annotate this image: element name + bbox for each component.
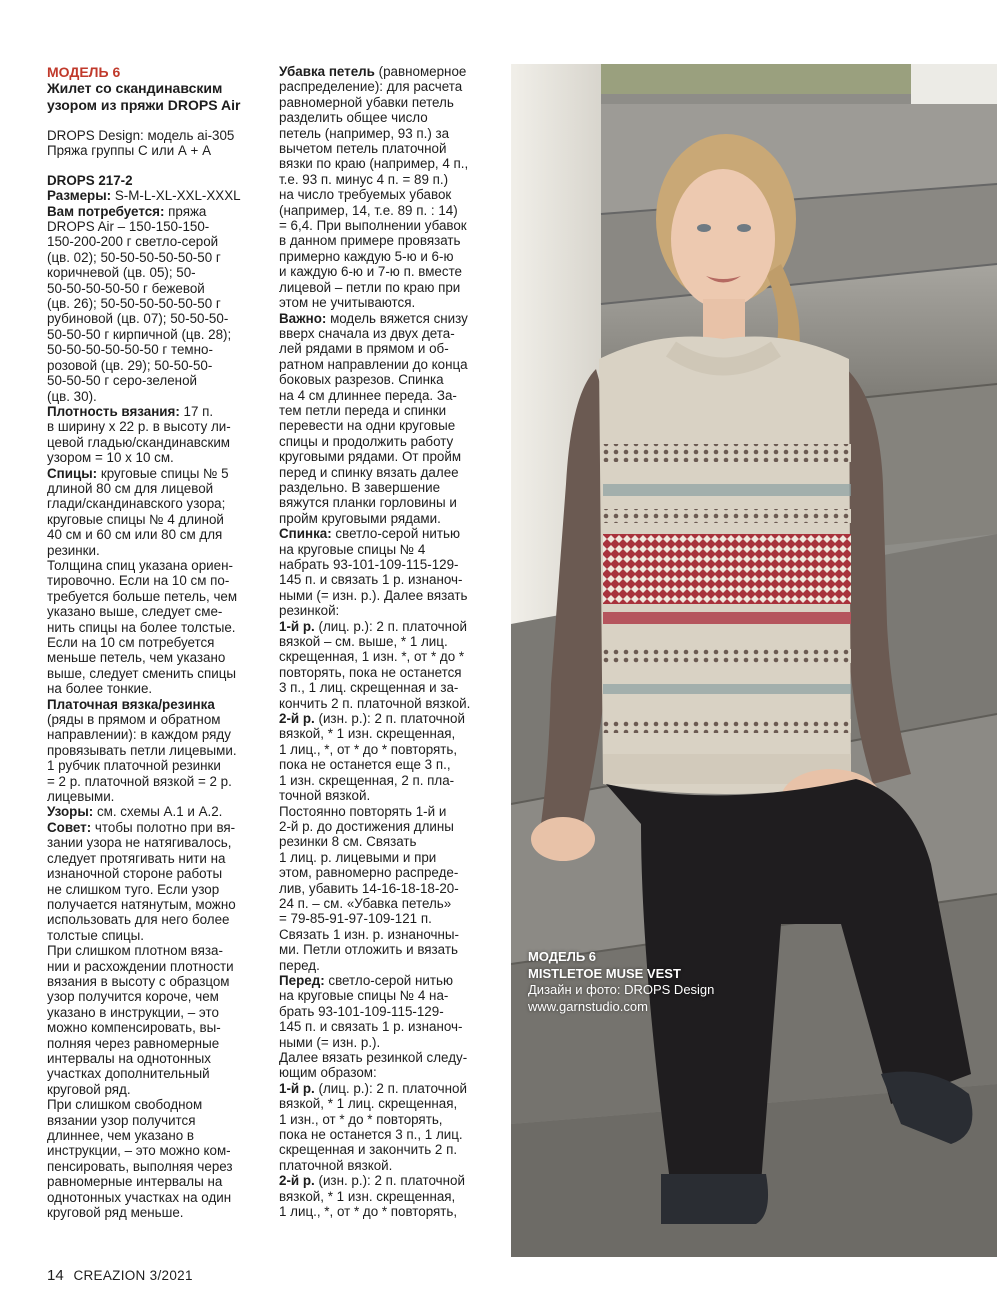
- model-photo: [511, 64, 997, 1257]
- page-number: 14: [47, 1267, 64, 1284]
- text-column-2: [279, 64, 493, 1219]
- gauge: Плотность вязания: 17 п. в ширину х 22 р. в высоту ли- цевой гладью/скандинавским узором = 10 х 10 см.: [47, 403, 231, 466]
- needles: Спицы: круговые спицы № 5 длиной 80 см для лицевой глади/скандинавского узора; круговые спицы № 4 длиной 40 см и 60 см или 80 см для резинки.: [47, 465, 229, 558]
- loose-knitting-note: При слишком свободном вязании узор получится длиннее, чем указано в инструкции, – это можно ком- пенсировать, выполняя через равномерные интервалы на однотонных участках на один круговой ряд меньше.: [47, 1097, 233, 1221]
- design-info: DROPS Design: модель ai-305 Пряжа группы С или А + А: [47, 128, 235, 159]
- decrease-section: Убавка петель (равномерное распределение): для расчета равномерной убавки петель разделить общее число петель (например, 93 п.) за вычетом петель платочной вязки по краю (например, 4 п., т.е. 93 п. минус 4 п. = 89 п.) на число требуемых убавок (например, 14, т.е. 89 п. : 14) = 6,4. При выполнении убавок в данном примере провязать примерно каждую 5-ю и 6-ю и каждую 6-ю и 7-ю п. вместе лицевой – петли по краю при этом не учитываются.: [279, 64, 469, 311]
- magazine-issue: CREAZION 3/2021: [73, 1268, 193, 1283]
- drops-number: DROPS 217-2: [47, 172, 133, 188]
- patterns: Узоры: см. схемы А.1 и А.2.: [47, 804, 223, 820]
- knitted-vest: [599, 337, 851, 795]
- garter-stitch: Платочная вязка/резинка (ряды в прямом и обратном направлении): в каждом ряду провязывать петли лицевыми. 1 рубчик платочной резинки = 2 р. платочной вязкой = 2 р. лицевыми.: [47, 696, 237, 805]
- front-row-2: 2-й р. (изн. р.): 2 п. платочной вязкой, * 1 изн. скрещенная, 1 лиц., *, от * до * повторять,: [279, 1173, 465, 1220]
- model-label: МОДЕЛЬ 6: [47, 64, 121, 80]
- front-section: Перед: светло-серой нитью на круговые спицы № 4 на- брать 93-101-109-115-129- 145 п. и связать 1 р. изнаноч- ными (= изн. р.). Далее вязать резинкой следу- ющим образом:: [279, 972, 468, 1081]
- tight-knitting-note: При слишком плотном вяза- нии и расхождении плотности вязания в высоту с образцом узор получится короче, чем указано в инструкции, – это можно компенсировать, вы- полняя через равномерные интервалы на однотонных участках дополнительный круговой ряд.: [47, 943, 234, 1097]
- article-title: Жилет со скандинавским узором из пряжи DROPS Air: [47, 80, 241, 113]
- important-section: Важно: модель вяжется снизу вверх сначала из двух дета- лей рядами в прямом и об- ратном направлении до конца боковых разрезов. Спинка на 4 см длиннее переда. За- тем петли переда и спинки перевести на одни круговые спицы и продолжить работу круговыми рядами. От пройм перед и спинку вязать далее раздельно. В завершение вяжутся планки горловины и пройм круговыми рядами.: [279, 310, 468, 526]
- text-column-1: [47, 64, 259, 1220]
- back-row-1: 1-й р. (лиц. р.): 2 п. платочной вязкой – см. выше, * 1 лиц. скрещенная, 1 изн. *, от * до * повторять, пока не останется 3 п., 1 лиц. скрещенная и за- кончить 2 п. платочной вязкой.: [279, 618, 471, 711]
- repeat-section: Постоянно повторять 1-й и 2-й р. до достижения длины резинки 8 см. Связать 1 лиц. р. лицевыми и при этом, равномерно распреде- лив, убавить 14-16-18-18-20- 24 п. – см. «Убавка петель» = 79-85-91-97-109-121 п. Связать 1 изн. р. изнаночны- ми. Петли отложить и вязать перед.: [279, 803, 459, 973]
- materials: Вам потребуется: пряжа DROPS Air – 150-150-150- 150-200-200 г светло-серой (цв. 02); 50-50-50-50-50-50 г коричневой (цв. 05); 50- 50-50-50-50-50 г бежевой (цв. 26); 50-50-50-50-50-50 г рубиновой (цв. 07); 50-50-50- 50-50-50 г кирпичной (цв. 28); 50-50-50-50-50-50 г темно- розовой (цв. 29); 50-50-50- 50-50-50 г серо-зеленой (цв. 30).: [47, 203, 232, 404]
- tip: Совет: чтобы полотно при вя- зании узора не натягивалось, следует протягивать нити на изнаночной стороне работы не слишком туго. Если узор получается натянутым, можно использовать для него более толстые спицы.: [47, 819, 236, 943]
- sizes: Размеры: S-M-L-XL-XXL-XXXL: [47, 188, 241, 204]
- back-section: Спинка: светло-серой нитью на круговые спицы № 4 набрать 93-101-109-115-129- 145 п. и связать 1 р. изнаноч- ными (= изн. р.). Далее вязать резинкой:: [279, 526, 468, 619]
- needle-note: Толщина спиц указана ориен- тировочно. Если на 10 см по- требуется больше петель, чем указано выше, следует сме- нить спицы на более толстые. Если на 10 см потребуется меньше петель, чем указано выше, следует сменить спицы на более тонкие.: [47, 557, 238, 697]
- back-row-2: 2-й р. (изн. р.): 2 п. платочной вязкой, * 1 изн. скрещенная, 1 лиц., *, от * до * повторять, пока не останется еще 3 п., 1 изн. скрещенная, 2 п. пла- точной вязкой.: [279, 711, 465, 804]
- front-row-1: 1-й р. (лиц. р.): 2 п. платочной вязкой, * 1 лиц. скрещенная, 1 изн., от * до * повторять, пока не останется 3 п., 1 лиц. скрещенная и закончить 2 п. платочной вязкой.: [279, 1080, 467, 1173]
- page-footer: [47, 1267, 193, 1284]
- photo-illustration: [511, 64, 997, 1257]
- photo-caption: МОДЕЛЬ 6 MISTLETOE MUSE VEST Дизайн и фото: DROPS Design www.garnstudio.com: [528, 949, 715, 1014]
